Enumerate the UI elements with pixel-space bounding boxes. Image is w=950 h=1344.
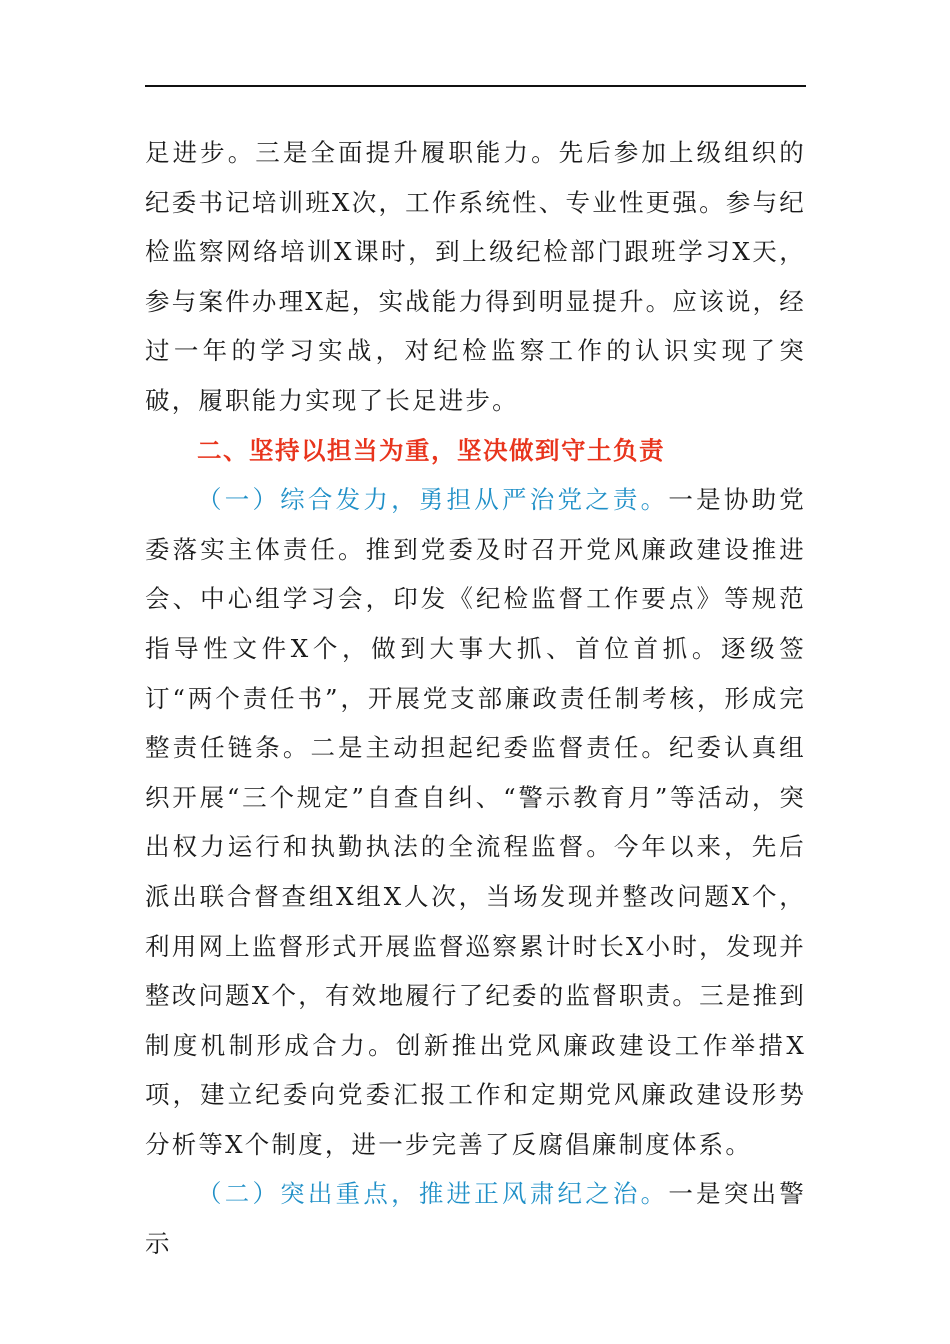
paragraph-section-2-2 (145, 1169, 806, 1268)
paragraph-continuation: 足进步。三是全面提升履职能力。先后参加上级组织的纪委书记培训班X次，工作系统性、专业性更强。参与纪检监察网络培训X课时，到上级纪检部门跟班学习X天，参与案件办理X起，实战能力得到明显提升。应该说，经过一年的学习实战，对纪检监察工作的认识实现了突破，履职能力实现了长足进步。 (145, 138, 806, 415)
section-heading: 二、坚持以担当为重，坚决做到守土负责 (197, 435, 665, 465)
paragraph-section-2-1 (145, 475, 806, 1169)
paragraph-body-1: 一是协助党委落实主体责任。推到党委及时召开党风廉政建设推进会、中心组学习会，印发《纪检监督工作要点》等规范指导性文件X个，做到大事大抓、首位首抓。逐级签订“两个责任书”，开展党支部廉政责任制考核，形成完整责任链条。二是主动担起纪委监督责任。纪委认真组织开展“三个规定”自查自纠、“警示教育月”等活动，突出权力运行和执勤执法的全流程监督。今年以来，先后派出联合督查组X组X人次，当场发现并整改问题X个，利用网上监督形式开展监督巡察累计时长X小时，发现并整改问题X个，有效地履行了纪委的监督职责。三是推到制度机制形成合力。创新推出党风廉政建设工作举措X项，建立纪委向党委汇报工作和定期党风廉政建设形势分析等X个制度，进一步完善了反腐倡廉制度体系。 (145, 485, 807, 1159)
paragraph-body-2: 一是突出警示 (145, 1179, 807, 1259)
document-body (145, 128, 806, 1269)
header-rule (145, 85, 806, 87)
sub-heading-2: （二）突出重点，推进正风肃纪之治。 (197, 1179, 669, 1209)
sub-heading-1: （一）综合发力，勇担从严治党之责。 (197, 485, 669, 515)
